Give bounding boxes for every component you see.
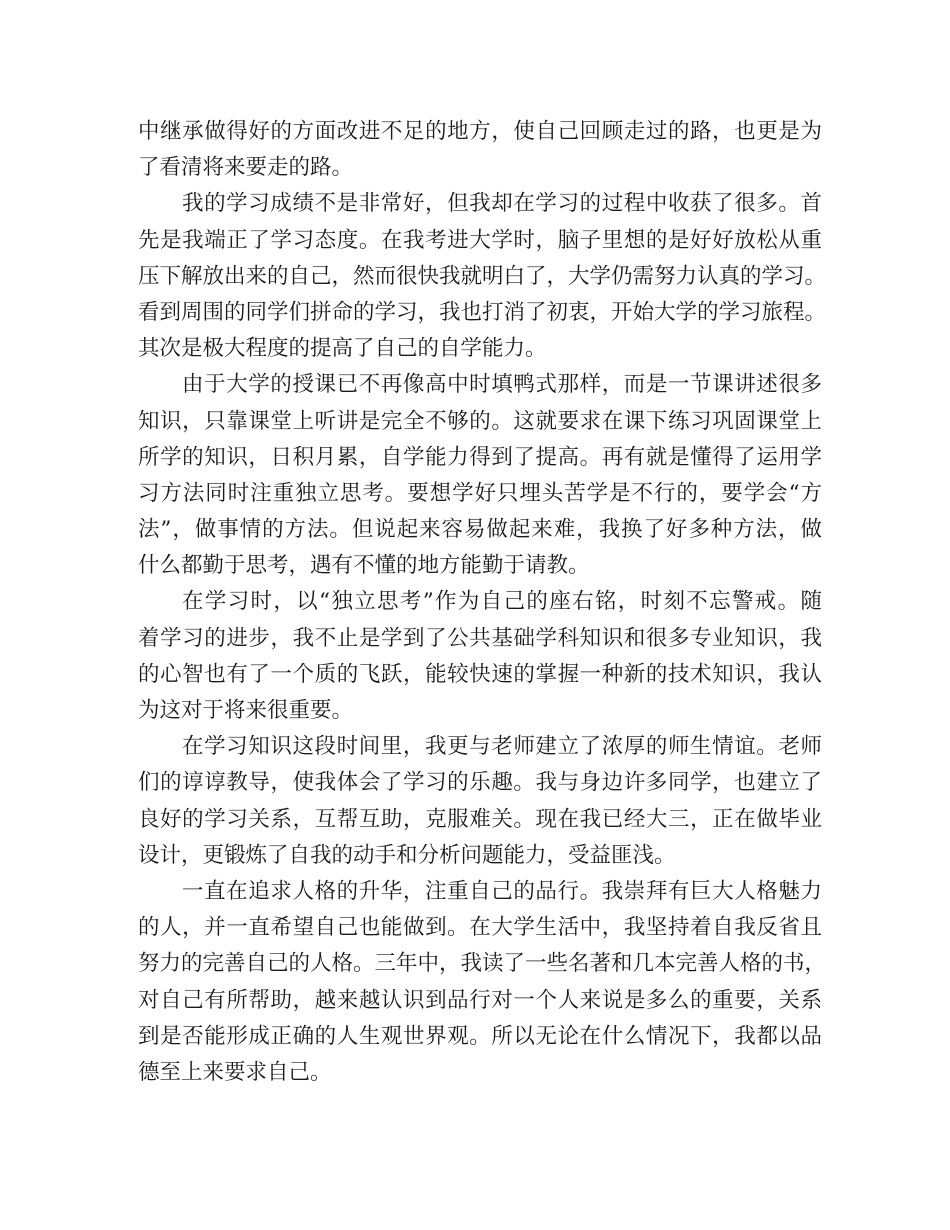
text-line: 设计，更锻炼了自我的动手和分析问题能力，受益匪浅。 bbox=[138, 842, 676, 868]
text-line: 的人，并一直希望自己也能做到。在大学生活中，我坚持着自我反省且 bbox=[138, 915, 822, 941]
text-line: 由于大学的授课已不再像高中时填鸭式那样，而是一节课讲述很多 bbox=[182, 372, 822, 398]
text-line: 在学习时，以“独立思考”作为自己的座右铭，时刻不忘警戒。随 bbox=[182, 589, 822, 615]
text-line: 什么都勤于思考，遇有不懂的地方能勤于请教。 bbox=[138, 553, 590, 579]
document-body bbox=[138, 114, 827, 1091]
text-line: 们的谆谆教导，使我体会了学习的乐趣。我与身边许多同学，也建立了 bbox=[138, 770, 822, 796]
text-line: 法”，做事情的方法。但说起来容易做起来难，我换了好多种方法，做 bbox=[138, 517, 822, 543]
text-line: 一直在追求人格的升华，注重自己的品行。我崇拜有巨大人格魅力 bbox=[182, 878, 822, 904]
text-line: 中继承做得好的方面改进不足的地方，使自己回顾走过的路，也更是为 bbox=[138, 119, 822, 144]
text-line: 先是我端正了学习态度。在我考进大学时，脑子里想的是好好放松从重 bbox=[138, 227, 822, 253]
text-line: 德至上来要求自己。 bbox=[138, 1059, 332, 1085]
paragraph-1 bbox=[138, 114, 822, 186]
paragraph-2 bbox=[138, 186, 827, 367]
text-line: 压下解放出来的自己，然而很快我就明白了，大学仍需努力认真的学习。 bbox=[138, 263, 827, 289]
text-line: 所学的知识，日积月累，自学能力得到了提高。再有就是懂得了运用学 bbox=[138, 444, 822, 470]
text-line: 其次是极大程度的提高了自己的自学能力。 bbox=[138, 336, 547, 362]
text-line: 着学习的进步，我不止是学到了公共基础学科知识和很多专业知识，我 bbox=[138, 625, 822, 651]
text-line: 习方法同时注重独立思考。要想学好只埋头苦学是不行的，要学会“方 bbox=[138, 480, 822, 506]
text-line: 为这对于将来很重要。 bbox=[138, 698, 354, 723]
text-line: 努力的完善自己的人格。三年中，我读了一些名著和几本完善人格的书， bbox=[138, 951, 827, 977]
text-line: 知识，只靠课堂上听讲是完全不够的。这就要求在课下练习巩固课堂上 bbox=[138, 408, 822, 434]
paragraph-4 bbox=[138, 584, 822, 729]
text-line: 的心智也有了一个质的飞跃，能较快速的掌握一种新的技术知识，我认 bbox=[138, 661, 822, 687]
paragraph-3 bbox=[138, 367, 822, 584]
paragraph-6 bbox=[138, 874, 827, 1091]
text-line: 我的学习成绩不是非常好，但我却在学习的过程中收获了很多。首 bbox=[182, 191, 822, 217]
text-line: 看到周围的同学们拼命的学习，我也打消了初衷，开始大学的学习旅程。 bbox=[138, 299, 827, 325]
text-line: 良好的学习关系，互帮互助，克服难关。现在我已经大三，正在做毕业 bbox=[138, 806, 822, 832]
text-line: 在学习知识这段时间里，我更与老师建立了浓厚的师生情谊。老师 bbox=[182, 734, 822, 760]
paragraph-5 bbox=[138, 729, 822, 874]
text-line: 了看清将来要走的路。 bbox=[138, 155, 354, 181]
text-line: 对自己有所帮助，越来越认识到品行对一个人来说是多么的重要，关系 bbox=[138, 987, 822, 1013]
text-line: 到是否能形成正确的人生观世界观。所以无论在什么情况下，我都以品 bbox=[138, 1023, 822, 1049]
